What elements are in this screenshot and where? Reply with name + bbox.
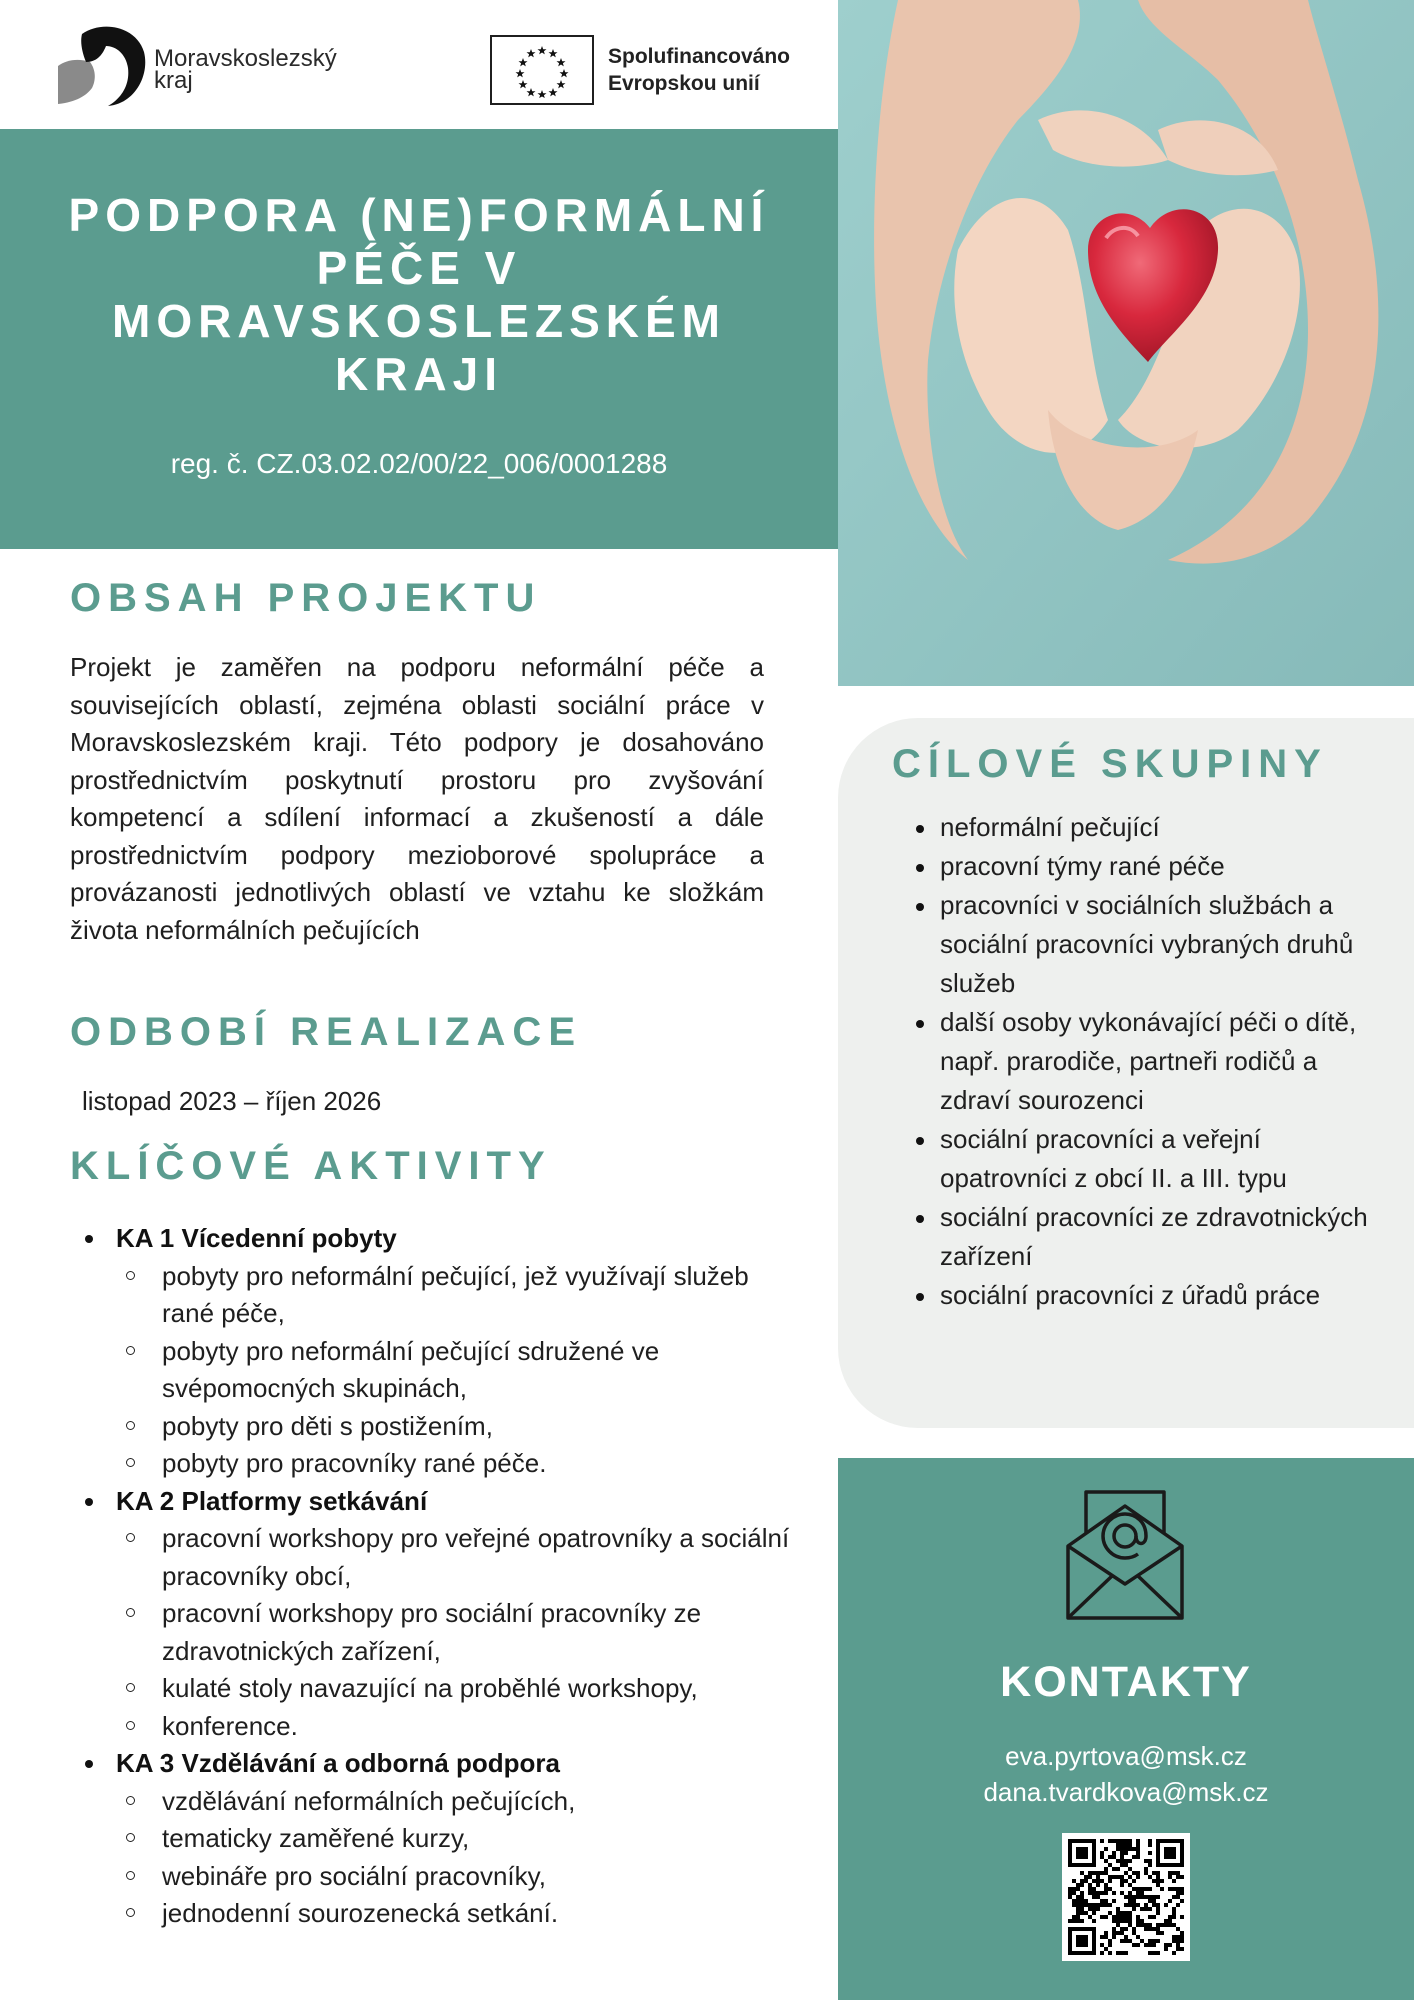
activity-title: KA 2 Platformy setkávání (116, 1485, 428, 1516)
target-group-item: neformální pečující (892, 808, 1392, 847)
target-groups-heading: CÍLOVÉ SKUPINY (892, 742, 1328, 786)
activities-heading: KLÍČOVÉ AKTIVITY (70, 1144, 552, 1188)
activity-subitem: pobyty pro pracovníky rané péče. (116, 1445, 792, 1483)
target-group-item: sociální pracovníci ze zdravotnických zařízení (892, 1198, 1392, 1276)
activity-item (92, 1483, 792, 1746)
activity-subitem: webináře pro sociální pracovníky, (116, 1858, 792, 1896)
eu-logo-text: Spolufinancováno Evropskou unií (608, 45, 791, 95)
envelope-at-icon (1064, 1488, 1186, 1622)
target-groups-panel (838, 718, 1414, 1428)
activity-subitem: tematicky zaměřené kurzy, (116, 1820, 792, 1858)
msk-logo (56, 22, 344, 112)
period-heading: ODBOBÍ REALIZACE (70, 1010, 582, 1054)
activity-item (92, 1220, 792, 1483)
activities-list (92, 1220, 792, 1933)
activity-item (92, 1745, 792, 1933)
activity-subitem: pobyty pro neformální pečující sdružené ve svépomocných skupinách, (116, 1333, 792, 1408)
target-group-item: sociální pracovníci z úřadů práce (892, 1276, 1392, 1315)
contact-email-2[interactable]: dana.tvardkova@msk.cz (983, 1777, 1269, 1807)
activity-title: KA 3 Vzdělávání a odborná podpora (116, 1748, 560, 1778)
content-heading: OBSAH PROJEKTU (70, 576, 542, 620)
target-group-item: pracovní týmy rané péče (892, 847, 1392, 886)
project-title: PODPORA (NE)FORMÁLNÍ PÉČE V MORAVSKOSLEZSKÉM KRAJI (68, 189, 770, 400)
target-group-item: další osoby vykonávající péči o dítě, např. prarodiče, partneři rodičů a zdraví sourozenci (892, 1003, 1392, 1120)
target-group-item: pracovníci v sociálních službách a sociální pracovníci vybraných druhů služeb (892, 886, 1392, 1003)
hands-heart-photo (838, 0, 1414, 686)
activity-subitems (116, 1520, 792, 1745)
activity-subitem: pobyty pro děti s postižením, (116, 1408, 792, 1446)
activity-subitems (116, 1258, 792, 1483)
qr-code[interactable] (1062, 1833, 1190, 1961)
target-groups-list (892, 808, 1392, 1315)
registration-number: reg. č. CZ.03.02.02/00/22_006/0001288 (170, 448, 668, 479)
activity-subitem: jednodenní sourozenecká setkání. (116, 1895, 792, 1933)
msk-logo-text: Moravskoslezský kraj (154, 45, 337, 94)
contacts-panel (838, 1458, 1414, 2000)
activity-subitem: kulaté stoly navazující na proběhlé workshopy, (116, 1670, 792, 1708)
activity-subitem: vzdělávání neformálních pečujících, (116, 1783, 792, 1821)
contact-email-1[interactable]: eva.pyrtova@msk.cz (1005, 1741, 1247, 1771)
eu-flag-icon (490, 35, 594, 105)
activity-subitem: pobyty pro neformální pečující, jež využívají služeb rané péče, (116, 1258, 792, 1333)
eu-logo (490, 35, 808, 105)
content-text: Projekt je zaměřen na podporu neformální péče a souvisejících oblastí, zejména oblasti sociální práce v Moravskoslezském kraji. Této podpory je dosahováno prostřednictvím poskytnutí prostoru pro zvyšování kompetencí a sdílení informací a zkušeností a dále prostřednictvím podpory mezioborové spolupráce a provázanosti jednotlivých oblastí ve vztahu ke složkám života neformálních pečujících (70, 652, 764, 945)
activity-subitem: pracovní workshopy pro veřejné opatrovníky a sociální pracovníky obcí, (116, 1520, 792, 1595)
target-group-item: sociální pracovníci a veřejní opatrovníci z obcí II. a III. typu (892, 1120, 1392, 1198)
msk-emblem-icon (56, 22, 152, 112)
title-block (0, 129, 838, 549)
activity-subitems (116, 1783, 792, 1933)
activity-title: KA 1 Vícedenní pobyty (116, 1223, 397, 1253)
activity-subitem: pracovní workshopy pro sociální pracovníky ze zdravotnických zařízení, (116, 1595, 792, 1670)
period-value: listopad 2023 – říjen 2026 (82, 1086, 382, 1116)
activity-subitem: konference. (116, 1708, 792, 1746)
contacts-heading: KONTAKTY (1000, 1658, 1252, 1706)
